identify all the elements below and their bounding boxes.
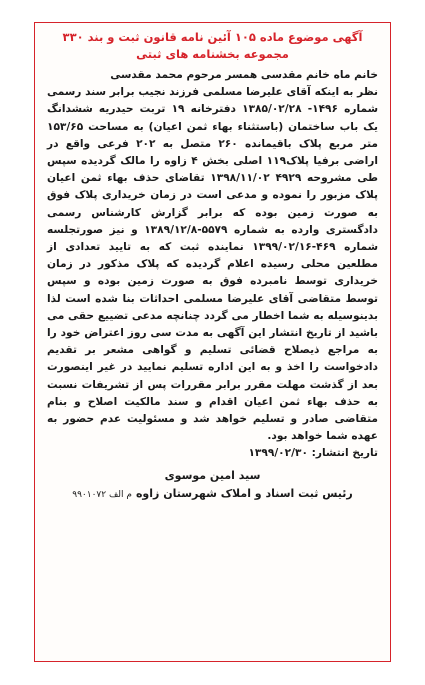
legal-notice	[34, 22, 391, 662]
notice-title-line-1: آگهی موضوع ماده ۱۰۵ آئین نامه قانون ثبت و بند ۳۳۰	[62, 30, 363, 44]
signatory-name: سید امین موسوی	[164, 468, 261, 482]
notice-code: م الف ۹۹۰۱۰۷۲	[72, 489, 132, 500]
publication-date: تاریخ انتشار: ۱۳۹۹/۰۲/۳۰	[248, 447, 378, 460]
signatory-role-row	[47, 485, 378, 504]
notice-paragraph: نظر به اینکه آقای علیرضا مسلمی فرزند نجیب برابر سند رسمی شماره ۱۴۹۶- ۱۳۸۵/۰۲/۲۸ دفترخانه ۱۹ تربت حیدریه ششدانگ یک باب ساختمان (باستثناء بهاء ثمن اعیان) به مساحت ۱۵۳/۶۵ متر مربع پلاک باقیمانده ۲۶۰ متصل به ۲۰۲ فرعی واقع در اراضی برفیا پلاک۱۱۹ اصلی بخش ۴ زاوه را مالک گردیده سپس طی مشروحه ۴۹۲۹ ۱۳۹۸/۱۱/۰۲ تقاضای حذف بهاء ثمن اعیان پلاک مزبور را نموده و مدعی است در زمان خریداری پلاک فوق به صورت زمین بوده که برابر گزارش کارشناس رسمی دادگستری وارده به شماره ۵۵۷۹-۱۳۸۹/۱۲/۸ و نیز صورتجلسه شماره ۴۶۹-۱۳۹۹/۰۲/۱۶ نماینده ثبت که به تایید تعدادی از مطلعین محلی رسیده اعلام گردیده که پلاک مذکور در زمان خریداری توسط نامبرده فوق به صورت زمین بوده و سپس توسط متقاضی آقای علیرضا مسلمی احداثات بنا شده است لذا بدینوسیله به شما اخطار می گردد چنانچه مدعی تضییع حقی می باشید از تاریخ انتشار این آگهی به مدت سی روز اعتراض خود را به مراجع ذیصلاح قضائی تسلیم و گواهی مشعر بر تقدیم دادخواست را اخذ و به این اداره تسلیم نمایید در غیر اینصورت بعد از گذشت مهلت مقرر برابر مقررات پس از تشریفات نسبت به حذف بهاء ثمن اعیان اقدام و سند مالکیت اصلاح و بنام متقاضی صادر و تسلیم خواهد شد و مسئولیت عدم حضور به عهده شما خواهد بود.	[47, 86, 378, 443]
signature-block	[47, 467, 378, 504]
notice-addressee: خانم ماه خانم مقدسی همسر مرحوم محمد مقدسی	[110, 69, 378, 81]
notice-body	[47, 67, 378, 445]
signatory-role: رئیس ثبت اسناد و املاک شهرستان زاوه	[135, 486, 353, 500]
notice-title-line-2: مجموعه بخشنامه های ثبتی	[136, 47, 289, 61]
